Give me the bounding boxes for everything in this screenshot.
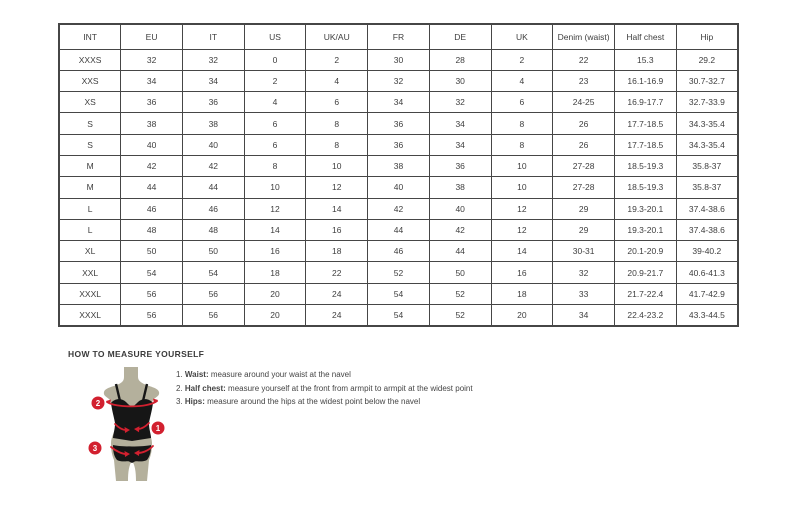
size-cell: 32 — [121, 49, 183, 70]
size-cell: 12 — [491, 219, 553, 240]
size-cell: 40 — [121, 134, 183, 155]
size-cell: 44 — [429, 241, 491, 262]
size-cell: 42 — [121, 155, 183, 176]
column-header: UK — [491, 24, 553, 49]
size-cell: 12 — [491, 198, 553, 219]
size-cell: 15.3 — [614, 49, 676, 70]
size-cell: 40 — [429, 198, 491, 219]
size-cell: 36 — [182, 92, 244, 113]
size-cell: 8 — [491, 113, 553, 134]
size-cell: 46 — [121, 198, 183, 219]
size-cell: 42 — [429, 219, 491, 240]
size-cell: XXXL — [59, 305, 121, 326]
size-cell: 18.5-19.3 — [614, 155, 676, 176]
step-number: 3. — [176, 397, 185, 407]
badge-hips — [89, 442, 102, 455]
size-row — [59, 92, 738, 113]
size-cell: 4 — [244, 92, 306, 113]
size-cell: 38 — [182, 113, 244, 134]
size-cell: 16 — [306, 219, 368, 240]
badge-waist-number: 1 — [155, 423, 161, 433]
size-cell: 27-28 — [553, 177, 615, 198]
size-cell: 18 — [491, 283, 553, 304]
step-number: 1. — [176, 370, 185, 379]
size-cell: XXXL — [59, 283, 121, 304]
size-cell: M — [59, 155, 121, 176]
size-cell: 34 — [553, 305, 615, 326]
size-cell: 50 — [121, 241, 183, 262]
size-cell: 10 — [306, 155, 368, 176]
size-cell: 12 — [244, 198, 306, 219]
size-cell: 44 — [121, 177, 183, 198]
size-cell: 42 — [368, 198, 430, 219]
size-cell: 8 — [306, 134, 368, 155]
size-cell: 8 — [306, 113, 368, 134]
size-cell: 44 — [182, 177, 244, 198]
badge-half-chest-number: 2 — [95, 398, 101, 408]
size-cell: 14 — [491, 241, 553, 262]
size-cell: 36 — [121, 92, 183, 113]
size-cell: 20 — [244, 283, 306, 304]
size-cell: 34 — [429, 113, 491, 134]
size-cell: 28 — [429, 49, 491, 70]
size-cell: 8 — [244, 155, 306, 176]
size-cell: 52 — [429, 283, 491, 304]
step-term: Waist: — [184, 370, 209, 379]
size-cell: 32 — [368, 70, 430, 91]
column-header: INT — [59, 24, 121, 49]
size-chart-table — [58, 23, 739, 327]
size-cell: 16 — [244, 241, 306, 262]
measurement-figure — [80, 364, 180, 499]
column-header: Denim (waist) — [553, 24, 615, 49]
size-row — [59, 198, 738, 219]
size-cell: 35.8-37 — [676, 155, 738, 176]
size-cell: 6 — [244, 134, 306, 155]
size-cell: 10 — [491, 155, 553, 176]
size-cell: 54 — [368, 305, 430, 326]
size-cell: 43.3-44.5 — [676, 305, 738, 326]
size-chart-body — [59, 49, 738, 326]
size-cell: 52 — [368, 262, 430, 283]
size-cell: 37.4-38.6 — [676, 219, 738, 240]
size-cell: S — [59, 134, 121, 155]
size-cell: 2 — [306, 49, 368, 70]
size-cell: 38 — [429, 177, 491, 198]
column-header: UK/AU — [306, 24, 368, 49]
size-cell: 56 — [182, 305, 244, 326]
size-row — [59, 241, 738, 262]
size-cell: 17.7-18.5 — [614, 113, 676, 134]
size-row — [59, 177, 738, 198]
size-row — [59, 283, 738, 304]
size-chart-header-row — [59, 24, 738, 49]
size-cell: 40 — [182, 134, 244, 155]
size-row — [59, 49, 738, 70]
size-cell: 46 — [182, 198, 244, 219]
size-cell: 44 — [368, 219, 430, 240]
size-cell: XXL — [59, 262, 121, 283]
size-cell: 29 — [553, 198, 615, 219]
column-header: US — [244, 24, 306, 49]
size-cell: 4 — [306, 70, 368, 91]
measure-step — [176, 385, 473, 394]
size-cell: 14 — [306, 198, 368, 219]
size-cell: 37.4-38.6 — [676, 198, 738, 219]
size-cell: 20 — [244, 305, 306, 326]
size-cell: 10 — [244, 177, 306, 198]
size-cell: 21.7-22.4 — [614, 283, 676, 304]
size-cell: 34 — [429, 134, 491, 155]
size-cell: 34 — [121, 70, 183, 91]
column-header: EU — [121, 24, 183, 49]
size-cell: S — [59, 113, 121, 134]
step-description: measure yourself at the front from armpit to armpit at the widest point — [225, 383, 473, 393]
size-cell: 56 — [121, 305, 183, 326]
column-header: IT — [182, 24, 244, 49]
size-cell: 20 — [491, 305, 553, 326]
size-cell: 50 — [182, 241, 244, 262]
size-cell: 36 — [429, 155, 491, 176]
size-cell: 40.6-41.3 — [676, 262, 738, 283]
size-cell: 19.3-20.1 — [614, 198, 676, 219]
size-cell: 46 — [368, 241, 430, 262]
size-cell: 6 — [491, 92, 553, 113]
size-cell: 56 — [121, 283, 183, 304]
measure-steps — [176, 371, 473, 412]
step-number: 2. — [176, 383, 185, 393]
size-cell: 12 — [306, 177, 368, 198]
size-cell: L — [59, 219, 121, 240]
size-cell: 34.3-35.4 — [676, 134, 738, 155]
size-cell: 14 — [244, 219, 306, 240]
size-cell: 33 — [553, 283, 615, 304]
briefs — [113, 445, 151, 463]
size-cell: 41.7-42.9 — [676, 283, 738, 304]
size-cell: 32 — [553, 262, 615, 283]
size-cell: 54 — [121, 262, 183, 283]
size-cell: 32.7-33.9 — [676, 92, 738, 113]
size-cell: 32 — [429, 92, 491, 113]
size-cell: 24 — [306, 305, 368, 326]
size-cell: 50 — [429, 262, 491, 283]
size-cell: 40 — [368, 177, 430, 198]
size-cell: 18 — [306, 241, 368, 262]
measure-step — [176, 371, 473, 380]
size-cell: 54 — [182, 262, 244, 283]
step-term: Half chest: — [184, 383, 226, 393]
size-cell: 56 — [182, 283, 244, 304]
measure-heading: HOW TO MEASURE YOURSELF — [68, 349, 205, 359]
size-cell: 34.3-35.4 — [676, 113, 738, 134]
size-cell: M — [59, 177, 121, 198]
size-cell: L — [59, 198, 121, 219]
size-cell: 38 — [121, 113, 183, 134]
step-term: Hips: — [184, 397, 205, 407]
size-cell: 18.5-19.3 — [614, 177, 676, 198]
size-cell: 6 — [244, 113, 306, 134]
size-cell: 19.3-20.1 — [614, 219, 676, 240]
size-cell: 8 — [491, 134, 553, 155]
size-cell: 38 — [368, 155, 430, 176]
size-cell: 52 — [429, 305, 491, 326]
size-cell: 30-31 — [553, 241, 615, 262]
size-cell: 22.4-23.2 — [614, 305, 676, 326]
size-cell: 32 — [182, 49, 244, 70]
size-cell: 2 — [491, 49, 553, 70]
column-header: Half chest — [614, 24, 676, 49]
size-cell: XL — [59, 241, 121, 262]
step-description: measure around the hips at the widest point below the navel — [204, 397, 421, 407]
size-cell: 54 — [368, 283, 430, 304]
size-row — [59, 219, 738, 240]
mannequin-illustration-icon — [80, 364, 180, 499]
size-cell: 34 — [182, 70, 244, 91]
size-cell: 24-25 — [553, 92, 615, 113]
badge-hips-number: 3 — [92, 443, 98, 453]
size-cell: 30.7-32.7 — [676, 70, 738, 91]
size-cell: 16 — [491, 262, 553, 283]
size-row — [59, 70, 738, 91]
size-cell: 0 — [244, 49, 306, 70]
size-cell: 10 — [491, 177, 553, 198]
size-cell: 29.2 — [676, 49, 738, 70]
size-cell: 48 — [182, 219, 244, 240]
size-cell: XS — [59, 92, 121, 113]
size-cell: 34 — [368, 92, 430, 113]
size-row — [59, 155, 738, 176]
size-cell: 6 — [306, 92, 368, 113]
size-cell: 4 — [491, 70, 553, 91]
size-cell: XXXS — [59, 49, 121, 70]
size-cell: 36 — [368, 113, 430, 134]
size-cell: XXS — [59, 70, 121, 91]
size-cell: 30 — [368, 49, 430, 70]
size-cell: 29 — [553, 219, 615, 240]
column-header: FR — [368, 24, 430, 49]
size-cell: 22 — [306, 262, 368, 283]
size-cell: 20.1-20.9 — [614, 241, 676, 262]
column-header: DE — [429, 24, 491, 49]
size-cell: 2 — [244, 70, 306, 91]
size-cell: 48 — [121, 219, 183, 240]
size-cell: 23 — [553, 70, 615, 91]
size-chart-head — [59, 24, 738, 49]
size-row — [59, 262, 738, 283]
size-cell: 39-40.2 — [676, 241, 738, 262]
size-cell: 26 — [553, 113, 615, 134]
size-cell: 35.8-37 — [676, 177, 738, 198]
size-row — [59, 134, 738, 155]
size-cell: 17.7-18.5 — [614, 134, 676, 155]
badge-half-chest — [92, 397, 105, 410]
size-row — [59, 305, 738, 326]
size-cell: 30 — [429, 70, 491, 91]
size-cell: 27-28 — [553, 155, 615, 176]
badge-waist — [152, 422, 165, 435]
size-cell: 18 — [244, 262, 306, 283]
size-cell: 22 — [553, 49, 615, 70]
size-cell: 42 — [182, 155, 244, 176]
size-row — [59, 113, 738, 134]
size-cell: 16.1-16.9 — [614, 70, 676, 91]
size-cell: 36 — [368, 134, 430, 155]
measure-step — [176, 398, 473, 407]
size-cell: 26 — [553, 134, 615, 155]
column-header: Hip — [676, 24, 738, 49]
size-cell: 20.9-21.7 — [614, 262, 676, 283]
size-cell: 24 — [306, 283, 368, 304]
step-description: measure around your waist at the navel — [208, 370, 351, 379]
size-cell: 16.9-17.7 — [614, 92, 676, 113]
